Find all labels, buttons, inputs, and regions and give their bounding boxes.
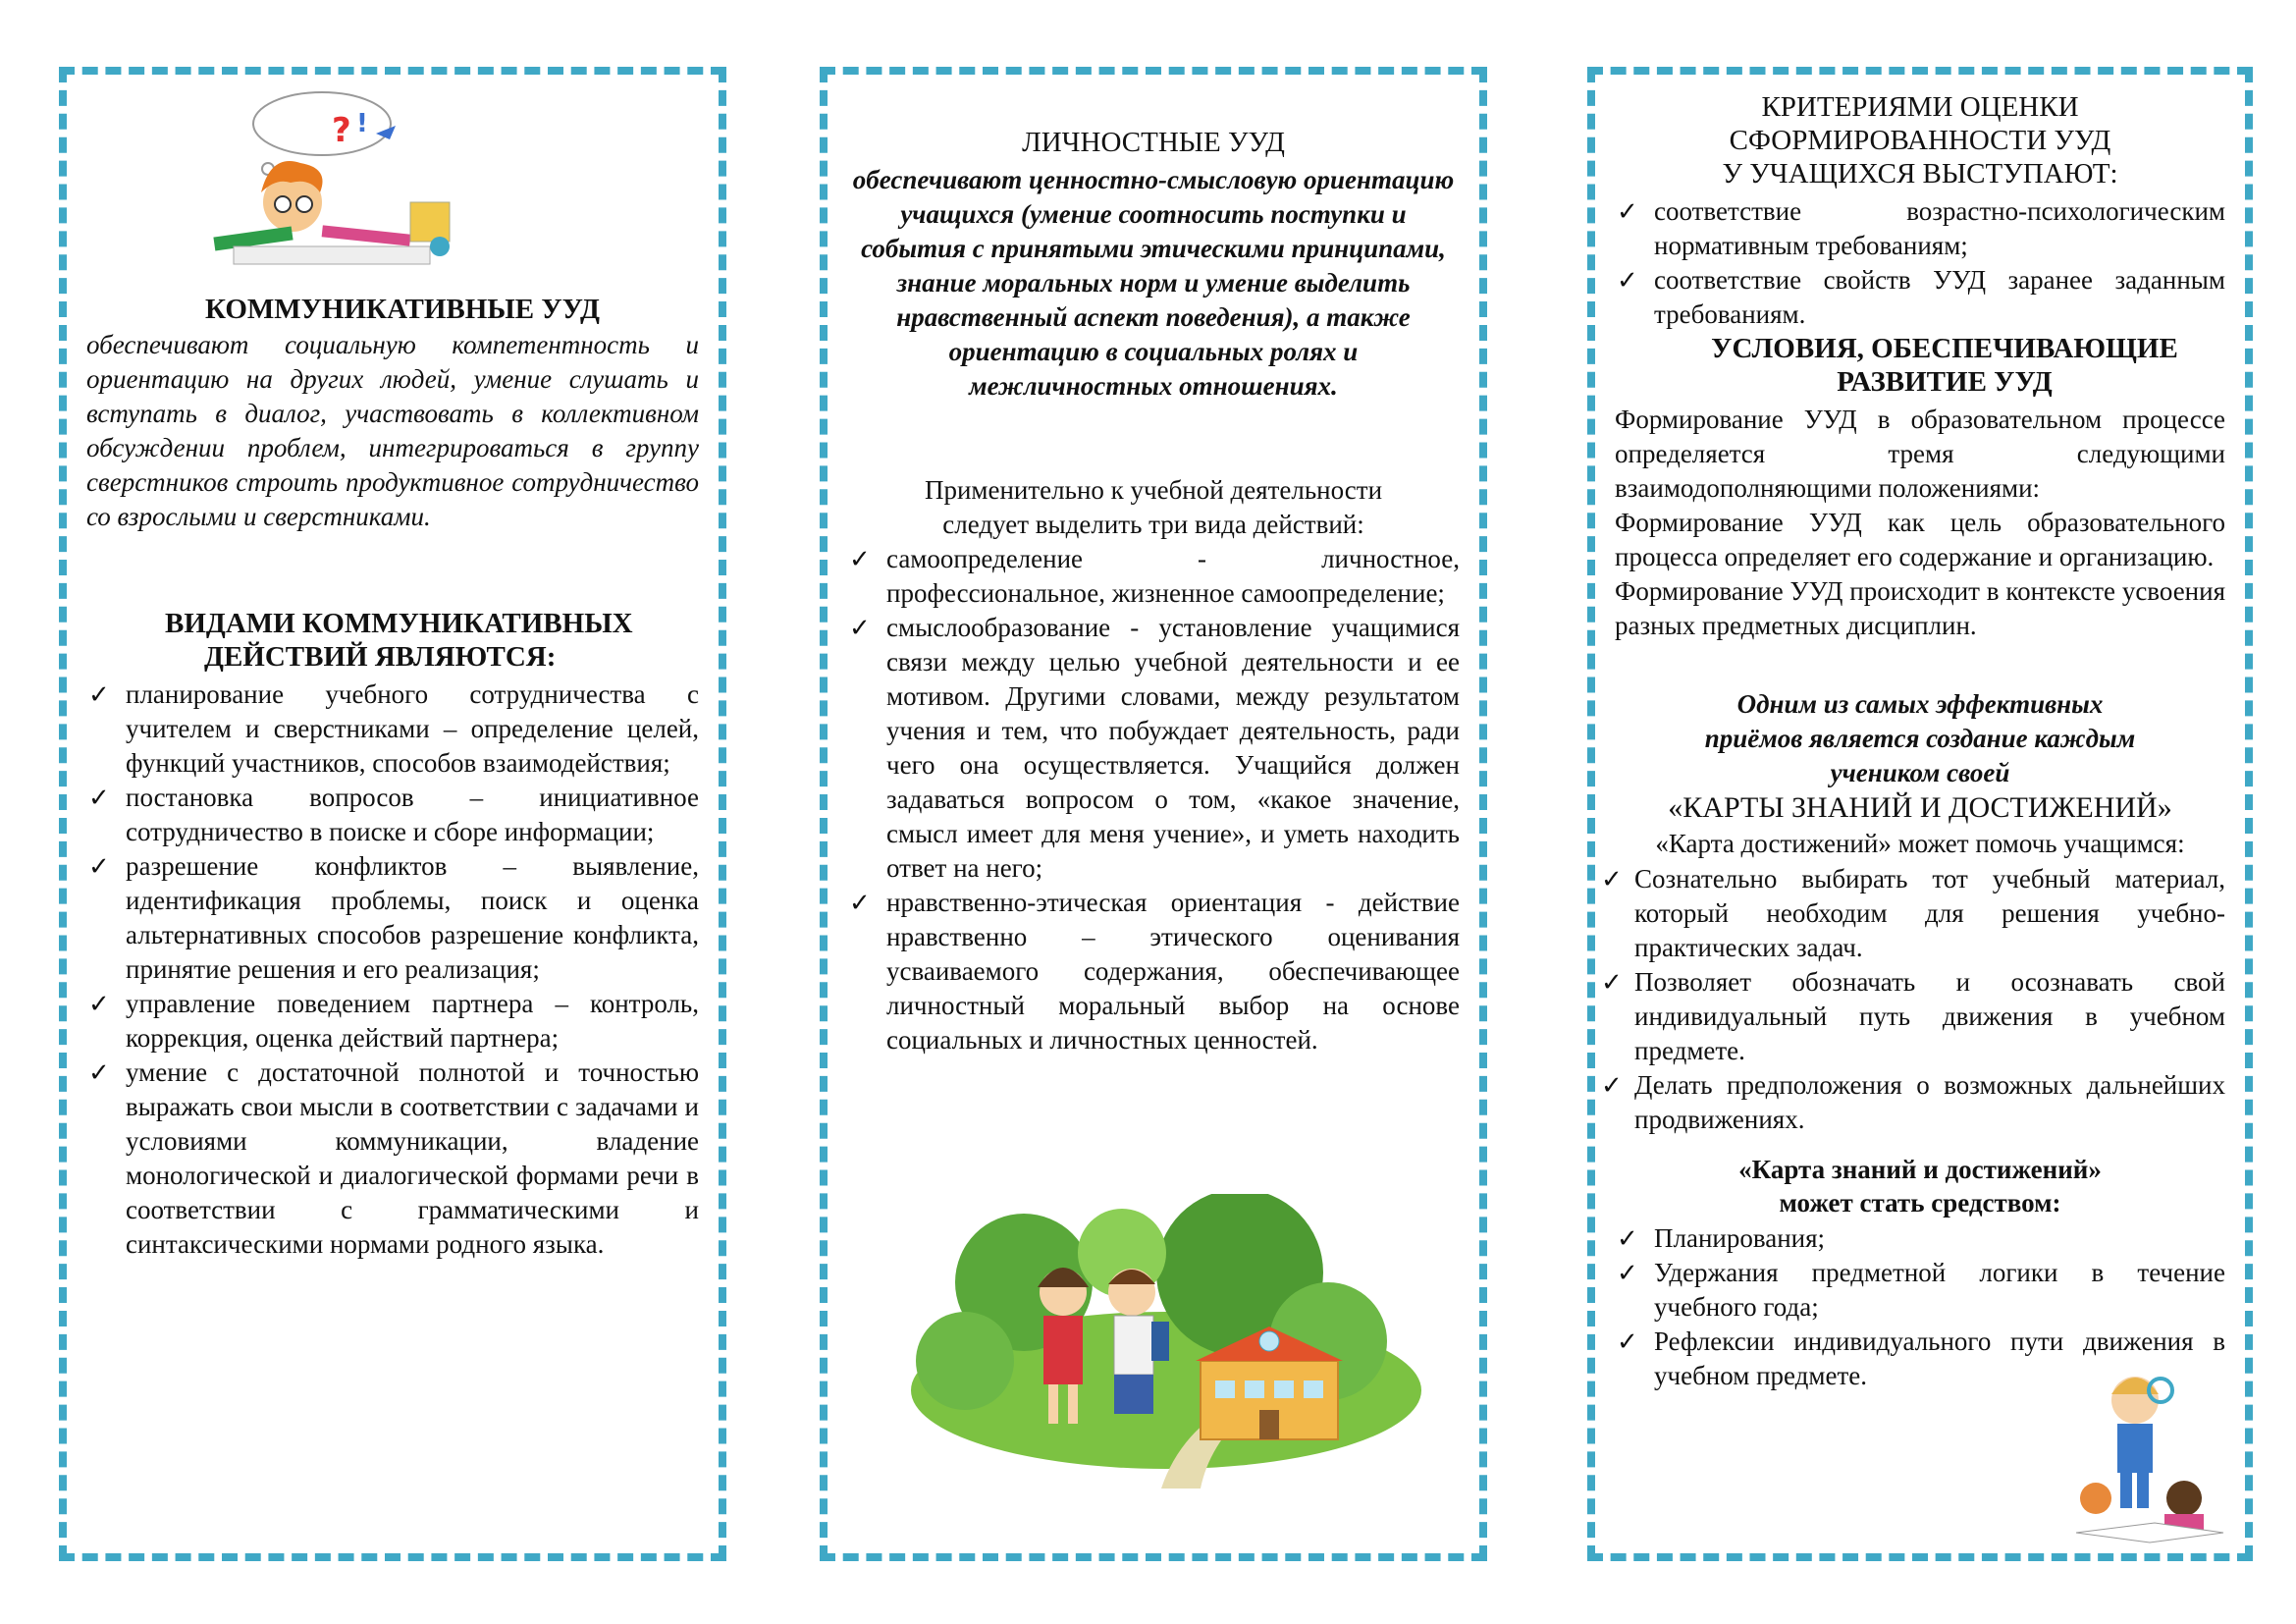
list-item: ✓ умение с достаточной полнотой и точностью выражать свои мысли в соответствии с задачами и условиями коммуникации, владение монологической и диалогической формами речи в соответствии с грамматическими и синтаксическими нормами родного языка. (88, 1057, 699, 1259)
list-item: ✓ соответствие возрастно-психологическим нормативным требованиям; (1617, 196, 2225, 260)
school-children-illustration (906, 1194, 1426, 1489)
check-icon: ✓ (849, 889, 871, 917)
check-icon: ✓ (1617, 1259, 1638, 1287)
map-lead: «Карта достижений» может помочь учащимся: (1655, 829, 2185, 858)
list-item: ✓ Рефлексии индивидуального пути движения в учебном предмете. (1617, 1326, 2225, 1390)
list-item: ✓ смыслообразование - установление учащимися связи между целью учебной деятельности и ее мотивом. Другими словами, между результатом учения и тем, что побуждает деятельность, ради чего она осуществляется. Учащийся должен задаваться вопросом о том, «какое значение, смысл имеет для меня учение», и уметь находить ответ на него; (849, 613, 1460, 883)
list-item: ✓ Сознательно выбирать тот учебный материал, который необходим для решения учебно-практических задач. (1601, 864, 2225, 962)
check-icon: ✓ (1617, 1224, 1638, 1253)
check-icon: ✓ (1601, 865, 1623, 893)
list-item: ✓ нравственно-этическая ориентация - действие нравственно – этического оценивания усваиваемого содержания, обеспечивающее личностный моральный выбор на основе социальных и личностных ценностей. (849, 888, 1460, 1055)
check-icon: ✓ (1601, 968, 1623, 997)
check-icon: ✓ (88, 852, 110, 881)
effective-line2: приёмов является создание каждым (1704, 724, 2136, 753)
panel-communicative (59, 67, 726, 1561)
list-item: ✓ Позволяет обозначать и осознавать свой индивидуальный путь движения в учебном предмете. (1601, 967, 2225, 1065)
effective-line3: учеником своей (1830, 758, 2010, 787)
check-icon: ✓ (88, 1058, 110, 1087)
conditions-heading-line1: УСЛОВИЯ, ОБЕСПЕЧИВАЮЩИЕ (1711, 333, 2178, 364)
check-icon: ✓ (1617, 1327, 1638, 1356)
conditions-heading-line2: РАЗВИТИЕ УУД (1837, 366, 2053, 398)
list-item: ✓ соответствие свойств УУД заранее заданным требованиям. (1617, 265, 2225, 329)
effective-line1: Одним из самых эффективных (1736, 689, 2104, 719)
list-item: ✓ постановка вопросов – инициативное сотрудничество в поиске и сборе информации; (88, 783, 699, 846)
criteria-heading-line2: СФОРМИРОВАННОСТИ УУД (1729, 125, 2111, 156)
map-benefits-list (1601, 862, 2225, 1137)
list-item: ✓ Планирования; (1615, 1221, 2225, 1256)
conditions-para1: Формирование УУД в образовательном процессе определяется тремя следующими взаимодополняющими положениями: (1615, 405, 2225, 503)
list-item: ✓ самоопределение - личностное, профессиональное, жизненное самоопределение; (849, 544, 1460, 608)
communicative-actions-list (86, 677, 699, 1262)
tool-heading-line1: «Карта знаний и достижений» (1738, 1155, 2102, 1184)
check-icon: ✓ (88, 680, 110, 709)
list-item: ✓ планирование учебного сотрудничества с учителем и сверстниками – определение целей, функций участников, способов взаимодействия; (88, 679, 699, 778)
check-icon: ✓ (88, 990, 110, 1018)
check-icon: ✓ (1617, 197, 1638, 226)
communicative-intro: обеспечивают социальную компетентность и ориентацию на других людей, умение слушать и вступать в диалог, участвовать в коллективном обсуждении проблем, интегрироваться в группу сверстников строить продуктивное сотрудничество со взрослыми и сверстниками. (86, 330, 699, 531)
communicative-heading: КОММУНИКАТИВНЫЕ УУД (205, 294, 600, 325)
criteria-list (1615, 194, 2225, 332)
list-item: ✓ Делать предположения о возможных дальнейших продвижениях. (1601, 1070, 2225, 1134)
types-heading-line1: ВИДАМИ КОММУНИКАТИВНЫХ (165, 608, 633, 639)
criteria-heading-line3: У УЧАЩИХСЯ ВЫСТУПАЮТ: (1722, 158, 2118, 189)
check-icon: ✓ (1617, 266, 1638, 295)
personal-lead: Применительно к учебной деятельности следует выделить три вида действий: (924, 475, 1383, 539)
panel-personal (820, 67, 1487, 1561)
personal-heading: ЛИЧНОСТНЫЕ УУД (1022, 127, 1285, 158)
types-heading-line2: ДЕЙСТВИЙ ЯВЛЯЮТСЯ: (204, 641, 557, 673)
conditions-para2: Формирование УУД как цель образовательного процесса определяет его содержание и организацию. (1615, 508, 2225, 571)
criteria-heading-line1: КРИТЕРИЯМИ ОЦЕНКИ (1761, 91, 2079, 123)
check-icon: ✓ (849, 545, 871, 573)
map-heading: «КАРТЫ ЗНАНИЙ И ДОСТИЖЕНИЙ» (1668, 791, 2172, 824)
svg-text:!: ! (356, 109, 368, 138)
check-icon: ✓ (88, 784, 110, 812)
tool-heading-line2: может стать средством: (1779, 1188, 2061, 1218)
list-item: ✓ управление поведением партнера – контроль, коррекция, оценка действий партнера; (88, 989, 699, 1053)
thinking-boy-illustration (175, 84, 499, 271)
reading-children-illustration (2066, 1361, 2233, 1547)
panel-criteria (1587, 67, 2253, 1561)
check-icon: ✓ (849, 614, 871, 642)
list-item: ✓ разрешение конфликтов – выявление, идентификация проблемы, поиск и оценка альтернативных способов разрешение конфликта, принятие решения и его реализация; (88, 851, 699, 984)
list-item: ✓ Удержания предметной логики в течение учебного года; (1617, 1258, 2225, 1322)
check-icon: ✓ (1601, 1071, 1623, 1100)
personal-intro: обеспечивают ценностно-смысловую ориентацию учащихся (умение соотносить поступки и события с принятыми этическими принципами, знание моральных норм и умение выделить нравственный аспект поведения), а также ориентацию в социальных ролях и межличностных отношениях. (852, 165, 1455, 401)
personal-actions-list (847, 542, 1460, 1057)
svg-text:?: ? (332, 111, 351, 150)
conditions-para3: Формирование УУД происходит в контексте усвоения разных предметных дисциплин. (1615, 576, 2225, 640)
